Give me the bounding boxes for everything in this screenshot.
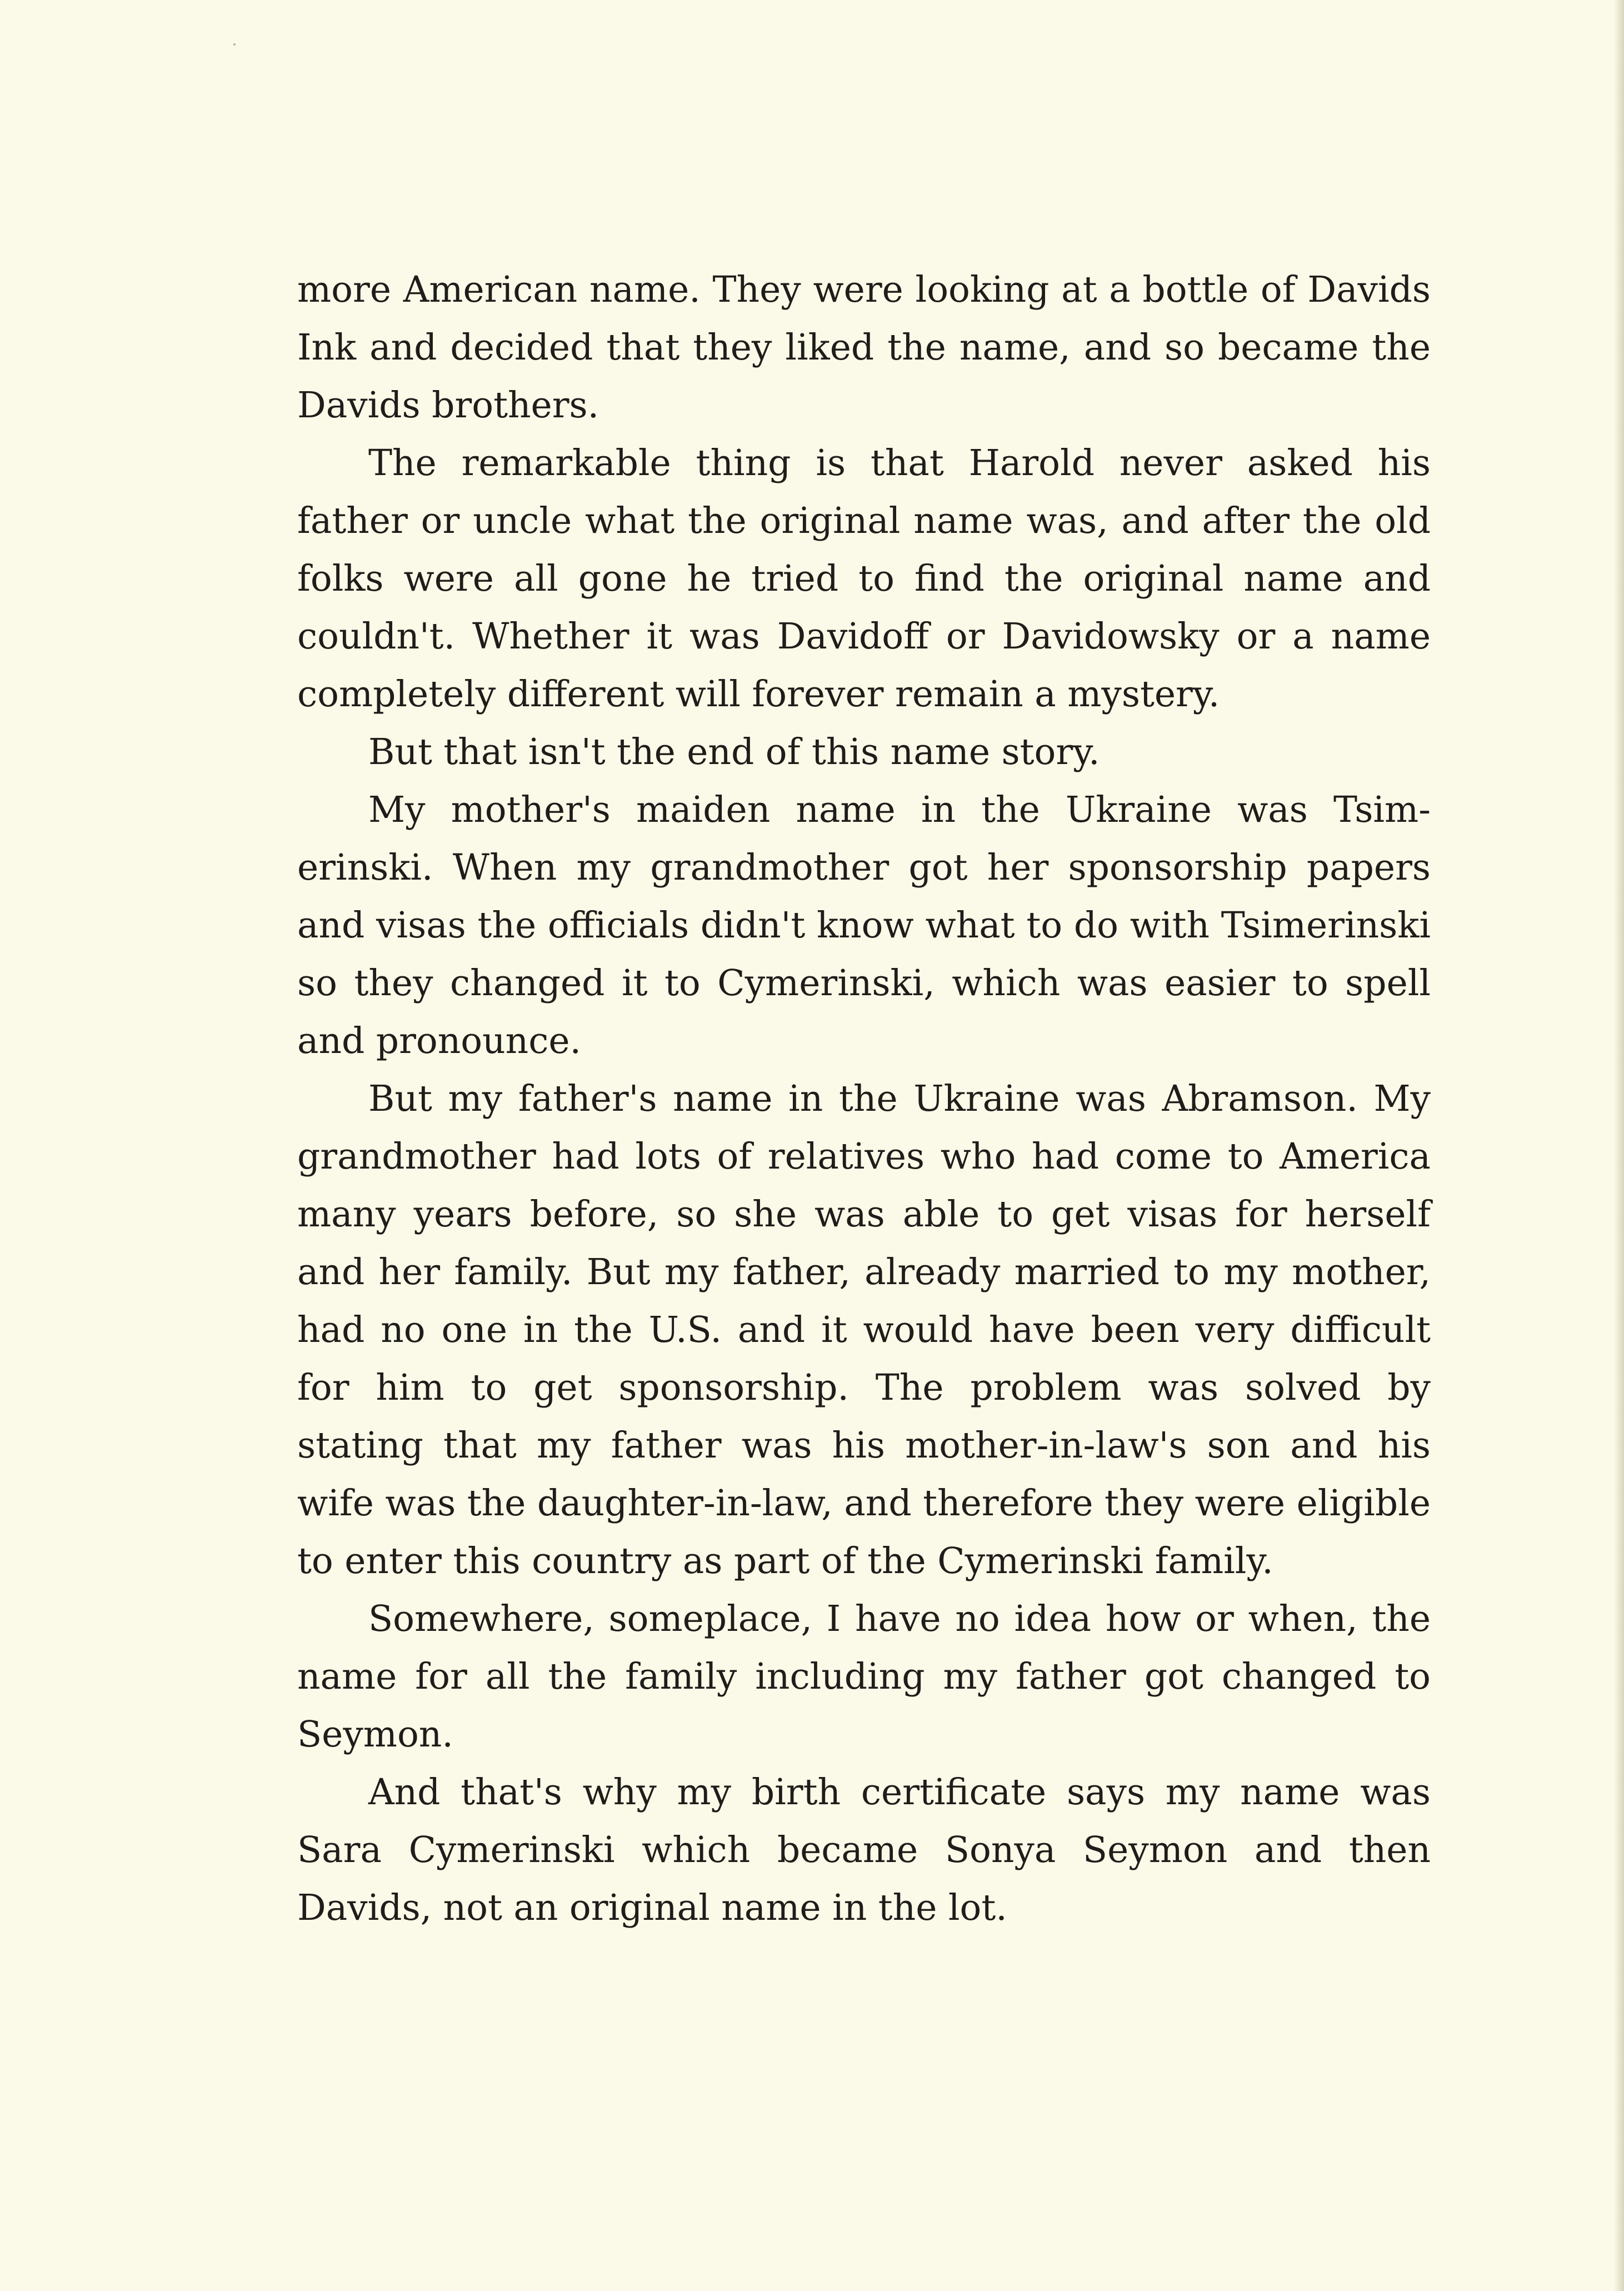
paragraph-7: And that's why my birth certificate says my name was Sara Cymerinski which became Sonya Seymon and then Davids, not an original name in the lot.: [297, 1771, 1431, 1929]
paragraph-2: The remarkable thing is that Harold never asked his father or uncle what the original name was, and after the old folks were all gone he tried to find the original name and couldn't. Whether it was Davidoff or Davidowsky or a name completely different will forever remain a mystery.: [297, 442, 1431, 715]
paragraph-3: But that isn't the end of this name story.: [368, 731, 1100, 773]
paper-speck: [233, 43, 236, 46]
page-edge-shadow: [1614, 0, 1624, 2291]
paragraph-4: My mother's maiden name in the Ukraine was Tsim-erinski. When my grandmother got her sponsorship papers and visas the officials didn't know what to do with Tsimerinski so they changed it to Cymerinski, which was easier to spell and pronounce.: [297, 789, 1431, 1062]
paragraph-1: more American name. They were looking at a bottle of Davids Ink and decided that they liked the name, and so became the Davids brothers.: [297, 269, 1431, 426]
paragraph-6: Somewhere, someplace, I have no idea how or when, the name for all the family including my father got changed to Seymon.: [297, 1598, 1431, 1755]
paragraph-5: But my father's name in the Ukraine was Abramson. My grandmother had lots of relatives who had come to America many years before, so she was able to get visas for herself and her family. But my father, already married to my mother, had no one in the U.S. and it would have been very difficult for him to get sponsorship. The problem was solved by stating that my father was his mother-in-law's son and his wife was the daughter-in-law, and therefore they were eligible to enter this country as part of the Cymerinski family.: [297, 1078, 1431, 1582]
body-text: [297, 261, 1431, 1937]
